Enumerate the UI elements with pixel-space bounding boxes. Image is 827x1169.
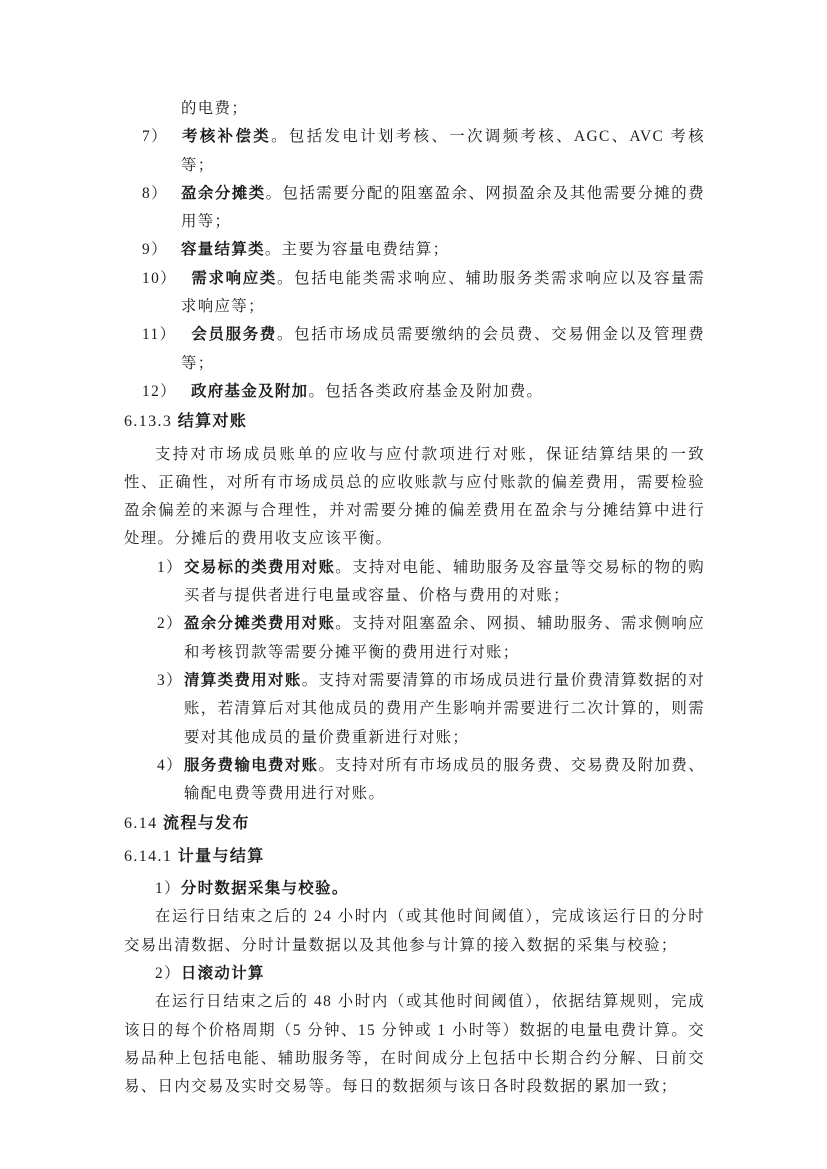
list-item-text: 。包括电能类需求响应、辅助服务类需求响应以及容量需求响应等； [181, 269, 705, 316]
list-item-term: 考核补偿类 [181, 128, 272, 146]
list-item-4 [124, 752, 705, 809]
list-item-text: 。包括市场成员需要缴纳的会员费、交易佣金以及管理费等； [181, 326, 705, 372]
list-item-term: 交易标的类费用对账 [184, 558, 336, 576]
list-item-number: 7） [142, 128, 168, 146]
list-item-number: 9） [142, 241, 168, 259]
list-item-text: 。包括各类政府基金及附加费。 [308, 382, 544, 400]
list-item-8 [124, 180, 705, 237]
section-title: 流程与发布 [162, 815, 250, 833]
list-item-text: 。支持对需要清算的市场成员进行量价费清算数据的对账，若清算后对其他成员的费用产生影响并需要进行二次计算的，则需要对其他成员的量价费重新进行对账； [184, 671, 706, 746]
list-item-term: 需求响应类 [191, 269, 278, 287]
list-item-number: 8） [142, 184, 168, 202]
list-item-term: 会员服务费 [191, 326, 278, 344]
list-item-text: 。支持对所有市场成员的服务费、交易费及附加费、输配电费等费用进行对账。 [184, 756, 705, 803]
list-item-term: 盈余分摊类 [181, 184, 266, 202]
list-item-term: 政府基金及附加 [191, 382, 309, 400]
section-title: 计量与结算 [177, 847, 265, 865]
list-item-number: 3） [157, 671, 183, 689]
list-item-term: 盈余分摊类费用对账 [184, 615, 336, 633]
step-paragraph-1: 在运行日结束之后的 24 小时内（或其他时间阈值），完成该运行日的分时交易出清数据、分时计量数据以及其他参与计算的接入数据的采集与校验； [124, 908, 705, 954]
list-item-number: 2） [157, 615, 183, 633]
list-item-2 [124, 610, 705, 667]
list-item-term: 服务费输电费对账 [184, 756, 319, 774]
list-item-1 [124, 554, 705, 611]
section-heading-6-14-1 [124, 843, 705, 871]
list-item-term: 清算类费用对账 [184, 671, 302, 689]
list-item-text: 。包括发电计划考核、一次调频考核、AGC、AVC 考核等； [181, 128, 705, 174]
list-item-continuation: 的电费； [181, 100, 249, 117]
list-item-number: 12） [142, 382, 177, 400]
section-heading-6-13-3 [124, 408, 705, 436]
list-item-number: 4） [157, 756, 183, 774]
list-item-term: 容量结算类 [181, 241, 265, 259]
list-item-text: 。主要为容量电费结算； [264, 241, 450, 259]
list-item-9 [124, 236, 705, 264]
list-item-text: 。包括需要分配的阻塞盈余、网损盈余及其他需要分摊的费用等； [181, 184, 705, 231]
step-number: 2） [155, 964, 181, 982]
step-paragraph-2: 在运行日结束之后的 48 小时内（或其他时间阈值），依据结算规则，完成该日的每个价格周期（5 分钟、15 分钟或 1 小时等）数据的电量电费计算。交易品种上包括电能、辅助服务等，在时间成分上包括中长期合约分解、日前交易、日内交易及实时交易等。每日的数据须与该日各时段数据的累加一致； [124, 993, 705, 1096]
step-title: 日滚动计算 [180, 964, 265, 982]
section-heading-6-14 [124, 810, 705, 838]
list-item-12 [124, 378, 705, 406]
step-heading-1 [124, 875, 705, 903]
section-number: 6.14 [124, 815, 158, 833]
list-item-7 [124, 123, 705, 180]
list-item-number: 10） [142, 269, 177, 287]
list-item-3 [124, 667, 705, 752]
list-item-number: 1） [157, 558, 183, 576]
step-heading-2 [124, 960, 705, 988]
document-content [124, 95, 705, 1101]
step-title: 分时数据采集与校验。 [180, 880, 349, 898]
step-number: 1） [155, 880, 181, 898]
list-item-number: 11） [142, 326, 177, 344]
section-number: 6.13.3 [124, 413, 173, 431]
list-item-text: 。支持对阻塞盈余、网损、辅助服务、需求侧响应和考核罚款等需要分摊平衡的费用进行对账； [184, 615, 705, 661]
list-item-text: 。支持对电能、辅助服务及容量等交易标的物的购买者与提供者进行电量或容量、价格与费用的对账； [184, 558, 705, 605]
list-item-10 [124, 265, 705, 322]
section-title: 结算对账 [177, 413, 248, 431]
list-item-11 [124, 321, 705, 378]
reconciliation-intro-paragraph: 支持对市场成员账单的应收与应付款项进行对账，保证结算结果的一致性、正确性，对所有市场成员总的应收账款与应付账款的偏差费用，需要检验盈余偏差的来源与合理性，并对需要分摊的偏差费用在盈余与分摊结算中进行处理。分摊后的费用收支应该平衡。 [124, 445, 705, 548]
section-number: 6.14.1 [124, 847, 173, 865]
